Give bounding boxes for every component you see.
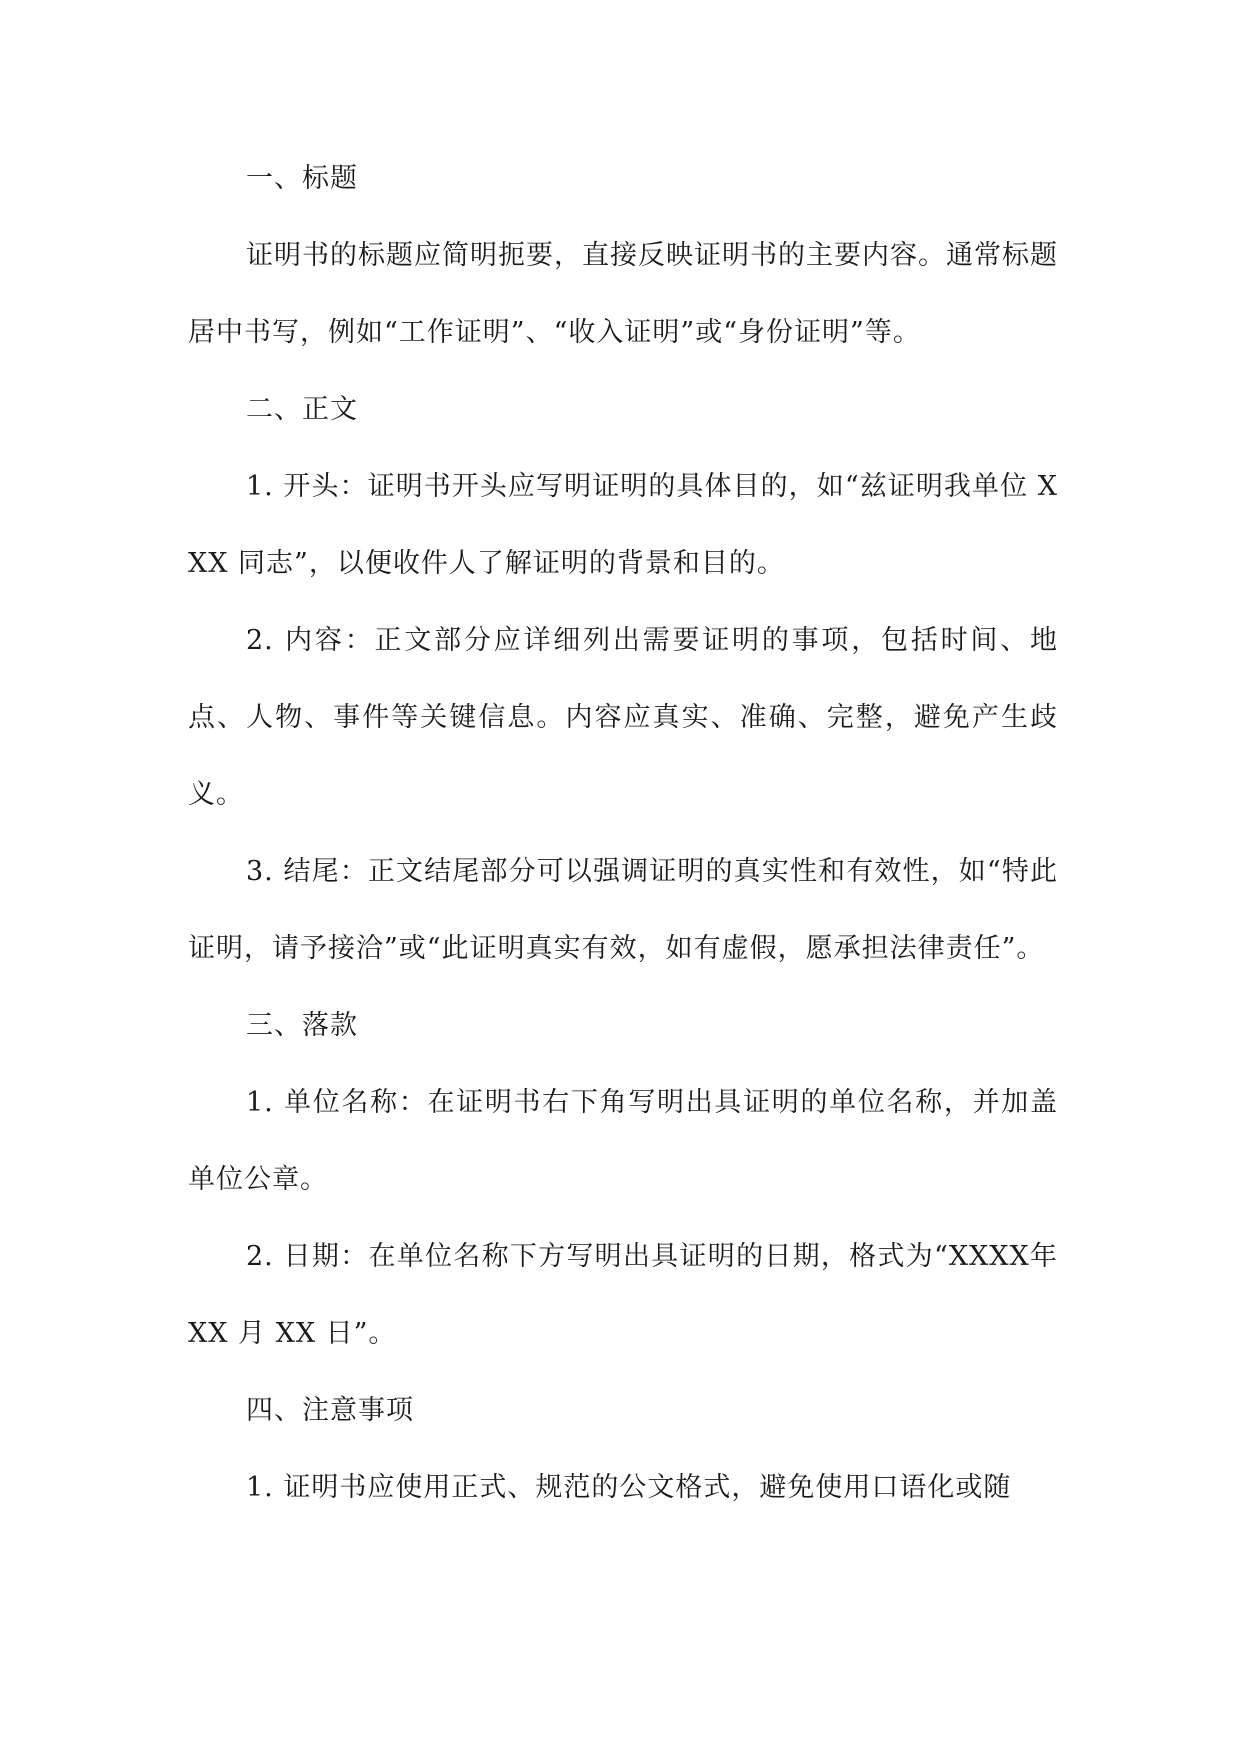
paragraph-body-opening: 1. 开头：证明书开头应写明证明的具体目的，如“兹证明我单位 XXX 同志”，以便收件人了解证明的背景和目的。 [188,471,1058,579]
section-heading-notes: 四、注意事项 [246,1395,414,1426]
paragraph-signature-date: 2. 日期：在单位名称下方写明出具证明的日期，格式为“XXXX年 XX 月 XX 日”。 [188,1241,1058,1349]
section-heading-body: 二、正文 [246,394,358,425]
paragraph-body-content: 2. 内容：正文部分应详细列出需要证明的事项，包括时间、地点、人物、事件等关键信息。内容应真实、准确、完整，避免产生歧义。 [188,625,1058,810]
paragraph-title-description: 证明书的标题应简明扼要，直接反映证明书的主要内容。通常标题居中书写，例如“工作证明”、“收入证明”或“身份证明”等。 [188,240,1058,348]
document-body [188,140,1058,1526]
section-heading-title: 一、标题 [246,163,358,194]
section-heading-signature: 三、落款 [246,1010,358,1041]
paragraph-body-ending: 3. 结尾：正文结尾部分可以强调证明的真实性和有效性，如“特此证明，请予接洽”或“此证明真实有效，如有虚假，愿承担法律责任”。 [188,856,1058,964]
paragraph-signature-unit: 1. 单位名称：在证明书右下角写明出具证明的单位名称，并加盖单位公章。 [188,1087,1058,1195]
paragraph-notes-format: 1. 证明书应使用正式、规范的公文格式，避免使用口语化或随 [246,1472,1012,1503]
